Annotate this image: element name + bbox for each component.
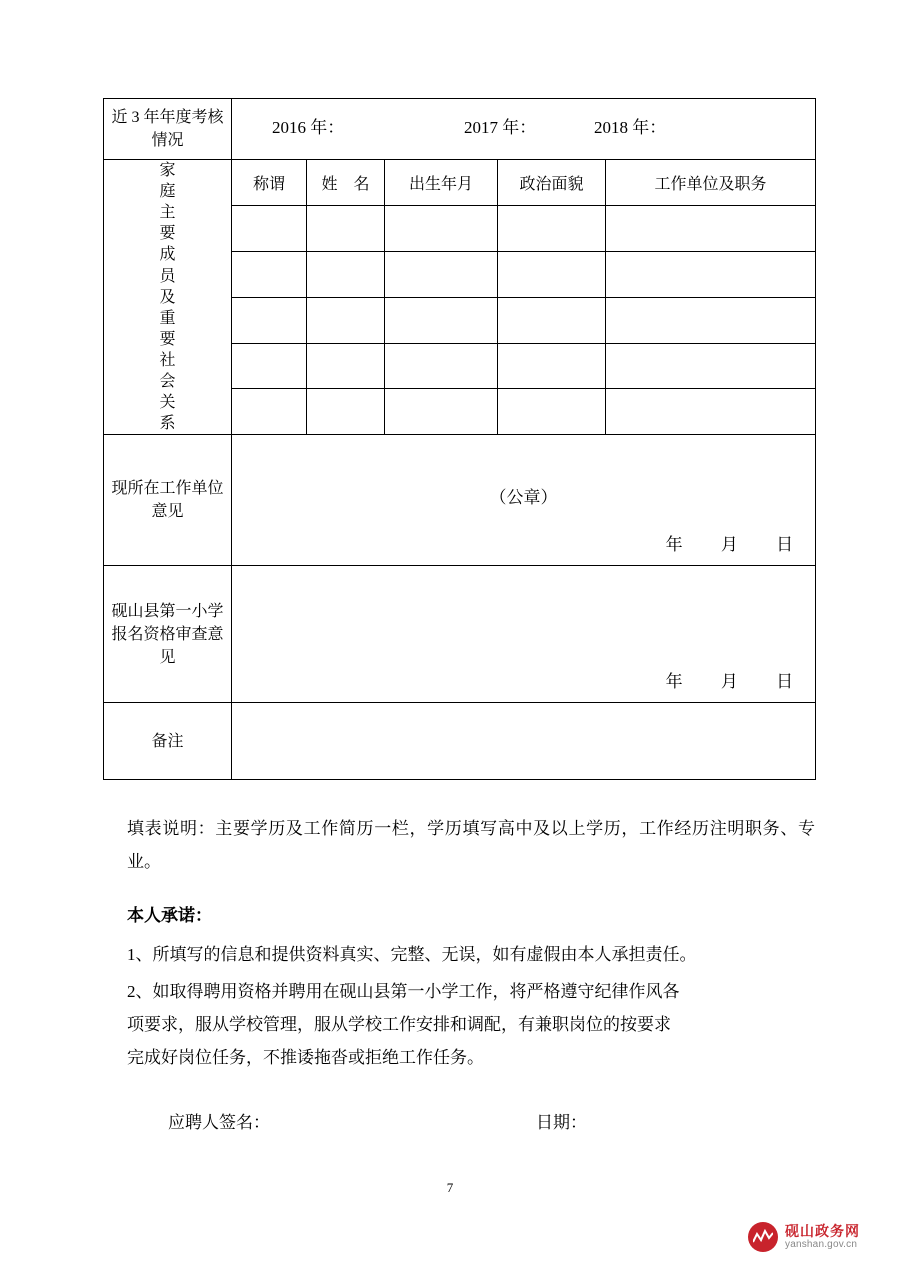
family-label-char-10: 会 [159,373,176,391]
work-unit-date-line [666,530,794,555]
watermark-logo-icon [748,1222,778,1252]
date-month-label: 月 [720,535,738,555]
family-cell-name[interactable] [307,389,385,435]
school-review-label: 砚山县第一小学报名资格审查意见 [104,566,232,703]
family-header-political: 政治面貌 [498,160,606,206]
date-day-label: 日 [776,672,794,692]
promise-item-2 [127,975,817,1074]
family-label-char-1: 庭 [159,183,176,201]
promise-item-2-line-3: 完成好岗位任务，不推诿拖沓或拒绝工作任务。 [127,1048,484,1068]
family-label-char-11: 关 [159,394,176,412]
page-number: 7 [446,1180,454,1195]
date-year-label: 年 [665,672,683,692]
family-header-name: 姓 名 [307,160,385,206]
applicant-signature-label: 应聘人签名： [168,1113,270,1132]
signature-row [168,1108,808,1133]
family-cell-workunit[interactable] [606,389,816,435]
table-row-remarks [104,703,816,780]
family-cell-name[interactable] [307,343,385,389]
family-label-char-7: 重 [159,309,176,327]
family-cell-relation[interactable] [232,343,307,389]
school-review-value[interactable] [232,566,816,703]
family-cell-relation[interactable] [232,389,307,435]
signature-date-label: 日期： [536,1113,587,1132]
work-unit-opinion-label: 现所在工作单位意见 [104,435,232,566]
date-year-label: 年 [665,535,683,555]
table-row-family-header [104,160,816,206]
promise-item-2-line-2: 项要求，服从学校管理，服从学校工作安排和调配，有兼职岗位的按要求 [127,1015,671,1035]
application-form-table [103,98,815,780]
family-cell-workunit[interactable] [606,343,816,389]
promise-item-1: 1、所填写的信息和提供资料真实、完整、无误，如有虚假由本人承担责任。 [127,945,697,964]
family-cell-name[interactable] [307,297,385,343]
family-cell-relation[interactable] [232,297,307,343]
family-label-char-6: 及 [159,288,176,306]
family-cell-workunit[interactable] [606,297,816,343]
family-header-workunit: 工作单位及职务 [606,160,816,206]
watermark-url: yanshan.gov.cn [785,1239,858,1251]
family-cell-political[interactable] [498,297,606,343]
family-members-label [104,160,232,435]
appraisal-year-2016: 2016 年： [272,118,345,137]
family-label-char-5: 员 [159,267,176,285]
table-row-school-review [104,566,816,703]
official-seal-placeholder: （公章） [489,488,558,508]
family-cell-name[interactable] [307,205,385,251]
family-cell-birth[interactable] [385,205,498,251]
appraisal-years-cell[interactable] [232,99,816,160]
table-row-work-unit-opinion [104,435,816,566]
appraisal-label: 近 3 年年度考核情况 [104,99,232,160]
family-cell-workunit[interactable] [606,205,816,251]
form-table [103,98,816,780]
date-day-label: 日 [776,535,794,555]
family-label-char-4: 成 [159,246,176,264]
promise-title: 本人承诺： [127,906,212,925]
watermark-text [785,1224,860,1250]
remarks-value[interactable] [232,703,816,780]
family-cell-birth[interactable] [385,251,498,297]
family-cell-political[interactable] [498,389,606,435]
family-cell-birth[interactable] [385,297,498,343]
table-row-appraisal [104,99,816,160]
family-cell-political[interactable] [498,205,606,251]
family-label-char-9: 社 [159,351,176,369]
family-header-relation: 称谓 [232,160,307,206]
watermark-title: 砚山政务网 [785,1222,860,1239]
site-watermark [748,1222,860,1252]
family-cell-birth[interactable] [385,343,498,389]
family-cell-relation[interactable] [232,251,307,297]
date-month-label: 月 [720,672,738,692]
family-label-char-0: 家 [159,162,176,179]
appraisal-year-2017: 2017 年： [464,118,537,137]
remarks-label: 备注 [104,703,232,780]
work-unit-opinion-value[interactable] [232,435,816,566]
family-cell-relation[interactable] [232,205,307,251]
family-cell-political[interactable] [498,251,606,297]
family-header-birth: 出生年月 [385,160,498,206]
family-label-char-2: 主 [159,204,176,222]
family-cell-name[interactable] [307,251,385,297]
family-cell-birth[interactable] [385,389,498,435]
form-instructions: 填表说明：主要学历及工作简历一栏，学历填写高中及以上学历，工作经历注明职务、专业。 [127,819,815,872]
promise-item-2-line-1: 2、如取得聘用资格并聘用在砚山县第一小学工作，将严格遵守纪律作风各 [127,982,680,1001]
family-cell-political[interactable] [498,343,606,389]
school-review-date-line [666,667,794,692]
family-label-char-8: 要 [159,330,176,348]
family-label-char-3: 要 [159,225,176,243]
family-label-char-12: 系 [159,415,176,433]
appraisal-year-2018: 2018 年： [594,118,667,137]
family-cell-workunit[interactable] [606,251,816,297]
